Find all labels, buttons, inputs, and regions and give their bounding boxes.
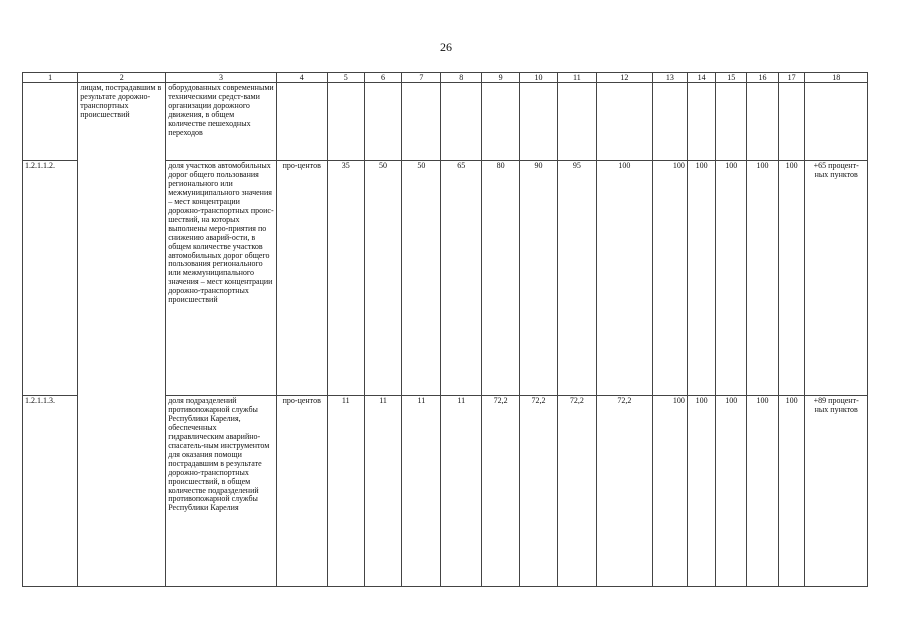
value-cell: 11 [441,396,482,587]
value-cell: 72,2 [482,396,520,587]
value-cell: 100 [687,161,716,396]
table-row [23,83,868,161]
column-header: 11 [557,73,596,83]
value-cell: 80 [482,161,520,396]
code-cell: 1.2.1.1.3. [23,396,78,587]
column-header: 1 [23,73,78,83]
value-cell: 95 [557,161,596,396]
column-header: 18 [805,73,868,83]
value-cell: 100 [687,396,716,587]
value-cell: 100 [653,161,688,396]
column-header: 9 [482,73,520,83]
page-number: 26 [440,40,452,54]
column-header: 6 [364,73,402,83]
value-cell: 100 [747,161,779,396]
column-header: 10 [520,73,558,83]
column-header: 14 [687,73,716,83]
value-cell: 72,2 [520,396,558,587]
code-cell: 1.2.1.1.2. [23,161,78,396]
value-cell: 11 [364,396,402,587]
indicators-table [22,72,868,587]
code-cell [23,83,78,161]
value-cell: 90 [520,161,558,396]
column-header: 2 [78,73,166,83]
column-header: 16 [747,73,779,83]
column-header: 8 [441,73,482,83]
value-cell: 50 [402,161,441,396]
column-header: 4 [276,73,327,83]
unit-cell: про-центов [276,161,327,396]
value-cell: 11 [327,396,364,587]
value-cell: 100 [778,161,805,396]
description-cell: оборудованных современными техническими средст-вами организации дорожного движения, в общем количестве пешеходных переходов [166,83,276,161]
column-header: 3 [166,73,276,83]
value-cell: 65 [441,161,482,396]
column-header: 13 [653,73,688,83]
value-cell: 100 [716,161,747,396]
value-cell: 35 [327,161,364,396]
column-number-row [23,73,868,83]
description-cell: доля подразделений противопожарной службы Республики Карелия, обеспеченных гидравлическим аварийно-спасатель-ным инструментом для оказания помощи пострадавшим в результате дорожно-транспортных происшествий, в общем количестве подразделений противопожарной службы Республики Карелия [166,396,276,587]
column-header: 7 [402,73,441,83]
value-cell: 50 [364,161,402,396]
value-cell: 100 [747,396,779,587]
column-header: 5 [327,73,364,83]
name-cell: лицам, пострадавшим в результате дорожно-транспортных происшествий [78,83,166,587]
result-cell: +89 процент-ных пунктов [805,396,868,587]
column-header: 12 [596,73,652,83]
description-cell: доля участков автомобильных дорог общего пользования регионального или межмуниципального значения – мест концентрации дорожно-транспортных проис-шествий, на которых выполнены меро-приятия по снижению аварий-ости, в общем количестве участков автомобильных дорог общего пользования регионального или межмуниципального значения – мест концентрации дорожно-транспортных происшествий [166,161,276,396]
value-cell: 72,2 [596,396,652,587]
value-cell: 100 [716,396,747,587]
value-cell: 11 [402,396,441,587]
result-cell: +65 процент-ных пунктов [805,161,868,396]
column-header: 15 [716,73,747,83]
column-header: 17 [778,73,805,83]
value-cell: 100 [653,396,688,587]
value-cell: 100 [596,161,652,396]
value-cell: 100 [778,396,805,587]
unit-cell: про-центов [276,396,327,587]
value-cell: 72,2 [557,396,596,587]
